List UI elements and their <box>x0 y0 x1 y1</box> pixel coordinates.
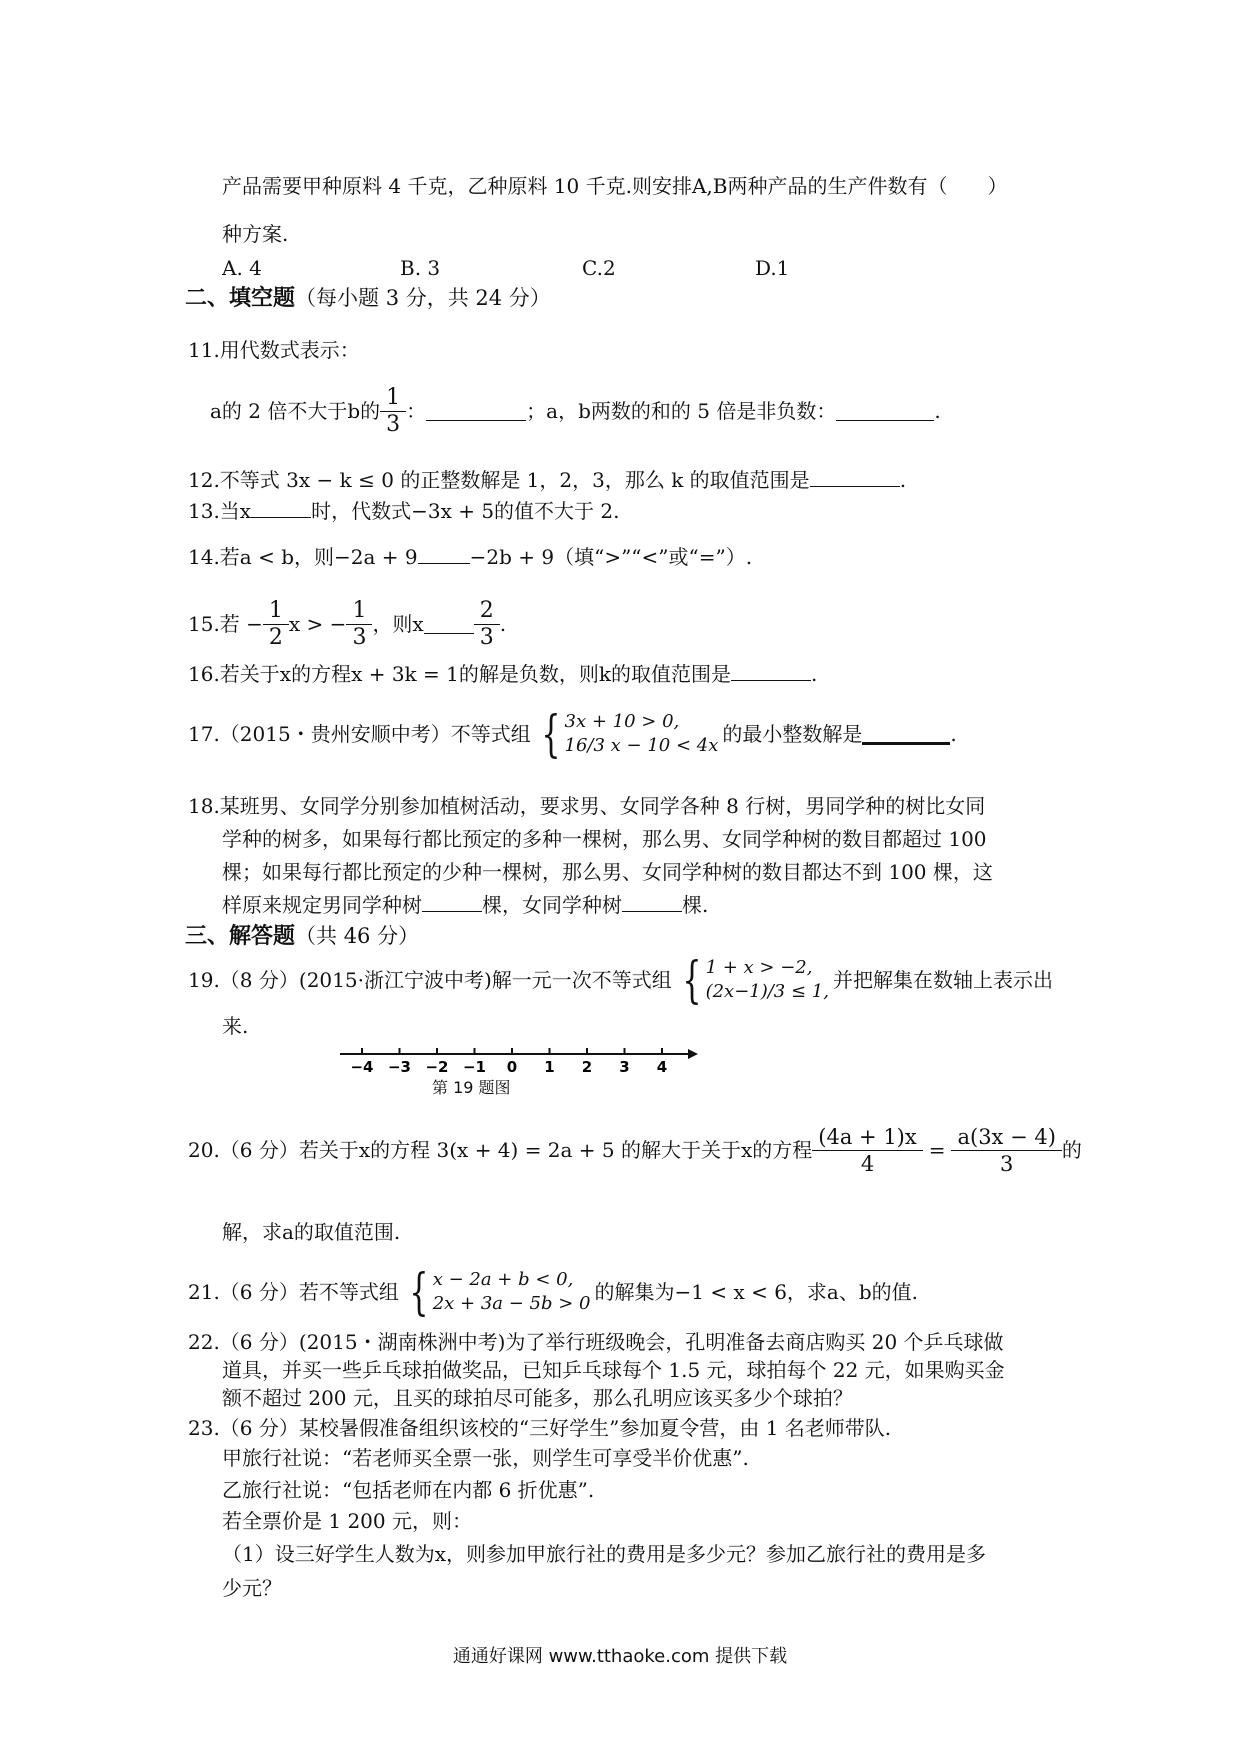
q14-line <box>188 543 752 571</box>
q11-blank-1[interactable] <box>426 402 526 421</box>
q20-text-c: 解，求a的取值范围. <box>222 1220 401 1244</box>
q12-text: 12.不等式 3x − k ≤ 0 的正整数解是 1，2，3，那么 k 的取值范围是 <box>188 468 810 492</box>
q13-text-b: 时，代数式−3x + 5的值不大于 2. <box>311 499 620 523</box>
q15-blank[interactable] <box>424 615 474 634</box>
q16-end: . <box>811 662 818 686</box>
q20-eq: = <box>928 1138 946 1162</box>
q23-line3: 乙旅行社说：“包括老师在内都 6 折优惠”. <box>222 1478 595 1502</box>
number-line-tick-label: 2 <box>581 1058 593 1076</box>
q12-line <box>188 466 906 494</box>
q14-text-b: −2b + 9（填“>”“<”或“=”）. <box>469 545 753 569</box>
frac-numerator: a(3x − 4) <box>957 1124 1056 1149</box>
frac-numerator: 2 <box>479 597 494 623</box>
frac-denominator: 2 <box>263 624 289 651</box>
q15-text-a: 15.若 − <box>188 612 263 636</box>
q11-line <box>210 383 941 439</box>
q17-blank[interactable] <box>862 724 950 745</box>
q15-fraction-2 <box>349 598 369 651</box>
q21-line <box>188 1262 918 1322</box>
section2-heading <box>185 283 551 314</box>
q18-blank-1[interactable] <box>422 893 482 912</box>
section3-title: 三、解答题 <box>185 924 296 949</box>
q12-end: . <box>899 468 907 492</box>
q10-option-d: D.1 <box>755 256 790 280</box>
q15-end: . <box>499 612 507 636</box>
q21-row2: 2x + 3a − 5b > 0 <box>432 1293 591 1314</box>
frac-denominator: 3 <box>346 624 372 651</box>
number-line-figure <box>340 1044 700 1092</box>
section2-title: 二、填空题 <box>185 286 296 311</box>
number-line-tick-label: −1 <box>462 1058 487 1076</box>
q17-line <box>188 700 957 768</box>
number-line-tick-label: 4 <box>656 1058 668 1076</box>
q23-line1: 23.（6 分）某校暑假准备组织该校的“三好学生”参加夏令营，由 1 名老师带队. <box>188 1416 892 1440</box>
q17-text-a: 17.（2015・贵州安顺中考）不等式组 <box>188 722 531 746</box>
brace-icon: { <box>541 705 561 763</box>
q10-line1: 产品需要甲种原料 4 千克，乙种原料 10 千克.则安排A,B两种产品的生产件数有（ ） <box>222 174 1008 198</box>
number-line-tick-label: −3 <box>387 1058 412 1076</box>
q10-option-a: A. 4 <box>222 256 262 280</box>
q17-row1: 3x + 10 > 0, <box>564 711 680 732</box>
brace-icon: { <box>409 1263 429 1321</box>
q13-blank[interactable] <box>251 499 311 518</box>
q21-text-b: 的解集为−1 < x < 6，求a、b的值. <box>594 1280 919 1304</box>
brace-icon: { <box>682 951 702 1009</box>
q10-line2: 种方案. <box>222 222 289 246</box>
frac-numerator: 1 <box>386 384 401 410</box>
q11-fraction <box>383 385 403 438</box>
q16-blank[interactable] <box>731 662 811 681</box>
section3-heading <box>185 921 419 952</box>
number-line-tick-label: 3 <box>619 1058 630 1076</box>
frac-denominator: 3 <box>951 1150 1061 1177</box>
q11-part1: a的 2 倍不大于b的 <box>210 399 381 423</box>
q18-text-a: 样原来规定男同学种树 <box>222 893 422 917</box>
number-line-tick-label: 0 <box>506 1058 518 1076</box>
q15-text-c: ，则x <box>372 612 424 636</box>
q15-fraction-1 <box>266 598 286 651</box>
q11-blank-2[interactable] <box>836 402 934 421</box>
q20-fraction-1 <box>815 1124 919 1177</box>
q22-line2: 道具，并买一些乒乓球拍做奖品，已知乒乓球每个 1.5 元，球拍每个 22 元，如果购买金 <box>222 1358 1005 1382</box>
q13-line <box>188 497 620 525</box>
q17-end: . <box>950 722 957 746</box>
q18-text-b: 棵，女同学种树 <box>482 893 622 917</box>
q20-line <box>188 1118 1082 1182</box>
q13-text-a: 13.当x <box>188 499 252 523</box>
frac-denominator: 3 <box>380 411 406 438</box>
q12-blank[interactable] <box>810 468 900 487</box>
q18-line4 <box>222 891 708 919</box>
q23-line5: （1）设三好学生人数为x，则参加甲旅行社的费用是多少元？参加乙旅行社的费用是多 <box>222 1542 987 1566</box>
q19-row2: (2x−1)/3 ≤ 1, <box>705 981 829 1002</box>
number-line-tick-label: 1 <box>544 1058 555 1076</box>
q18-line3: 棵；如果每行都比预定的少种一棵树，那么男、女同学种树的数目都达不到 100 棵，这 <box>222 860 993 884</box>
q18-line2: 学种的树多，如果每行都比预定的多种一棵树，那么男、女同学种树的数目都超过 100 <box>222 827 987 851</box>
q23-line2: 甲旅行社说：“若老师买全票一张，则学生可享受半价优惠”. <box>222 1446 749 1470</box>
q10-option-c: C.2 <box>582 256 616 280</box>
q21-text-a: 21.（6 分）若不等式组 <box>188 1280 399 1304</box>
q18-text-c: 棵. <box>682 893 709 917</box>
q17-row2: 16/3 x − 10 < 4x <box>564 735 719 756</box>
q19-text-c: 来. <box>222 1014 249 1038</box>
q11-intro: 11.用代数式表示： <box>188 338 360 362</box>
number-line-ticks <box>350 1048 667 1076</box>
q19-row1: 1 + x > −2, <box>705 957 813 978</box>
q17-text-b: 的最小整数解是 <box>722 722 863 746</box>
q19-system <box>676 951 829 1009</box>
section3-sub: （共 46 分） <box>295 924 420 948</box>
q20-text-b: 的 <box>1061 1138 1082 1162</box>
q15-line <box>188 594 506 654</box>
q19-caption: 第 19 题图 <box>432 1078 511 1097</box>
q10-option-b: B. 3 <box>400 256 441 280</box>
q21-system <box>403 1263 591 1321</box>
page-footer: 通通好课网 www.tthaoke.com 提供下载 <box>452 1646 788 1667</box>
frac-numerator: (4a + 1)x <box>818 1124 917 1149</box>
q14-text-a: 14.若a < b，则−2a + 9 <box>188 545 418 569</box>
q17-system <box>535 705 719 763</box>
q21-row1: x − 2a + b < 0, <box>432 1269 574 1290</box>
number-line-tick-label: −2 <box>425 1058 449 1076</box>
q15-fraction-3 <box>477 598 497 651</box>
arrow-icon <box>688 1049 698 1059</box>
q19-line <box>188 950 1053 1010</box>
q15-text-b: x > − <box>288 612 347 636</box>
q14-blank[interactable] <box>418 545 470 564</box>
q19-text-b: 并把解集在数轴上表示出 <box>832 968 1053 992</box>
q20-text-a: 20.（6 分）若关于x的方程 3(x + 4) = 2a + 5 的解大于关于x的方程 <box>188 1138 813 1162</box>
q16-line <box>188 660 817 688</box>
q11-end: . <box>934 399 941 423</box>
q18-line1: 18.某班男、女同学分别参加植树活动，要求男、女同学各种 8 行树，男同学种的树比女同 <box>188 794 986 818</box>
number-line-tick-label: −4 <box>350 1058 374 1076</box>
q23-line4: 若全票价是 1 200 元，则： <box>222 1509 472 1533</box>
q22-line3: 额不超过 200 元，且买的球拍尽可能多，那么孔明应该买多少个球拍？ <box>222 1386 853 1410</box>
frac-numerator: 1 <box>268 597 283 623</box>
q20-fraction-2 <box>954 1124 1058 1177</box>
q18-blank-2[interactable] <box>622 893 682 912</box>
frac-numerator: 1 <box>352 597 367 623</box>
frac-denominator: 3 <box>474 624 500 651</box>
frac-denominator: 4 <box>812 1150 922 1177</box>
q16-text: 16.若关于x的方程x + 3k = 1的解是负数，则k的取值范围是 <box>188 662 731 686</box>
q22-line1: 22.（6 分）(2015・湖南株洲中考)为了举行班级晚会，孔明准备去商店购买 20 个乒乓球做 <box>188 1330 1004 1354</box>
q11-part2: ： <box>406 399 427 423</box>
q11-part3: ；a，b两数的和的 5 倍是非负数： <box>526 399 837 423</box>
q23-line6: 少元？ <box>222 1576 282 1600</box>
section2-sub: （每小题 3 分，共 24 分） <box>295 286 551 310</box>
q19-text-a: 19.（8 分）(2015·浙江宁波中考)解一元一次不等式组 <box>188 968 672 992</box>
